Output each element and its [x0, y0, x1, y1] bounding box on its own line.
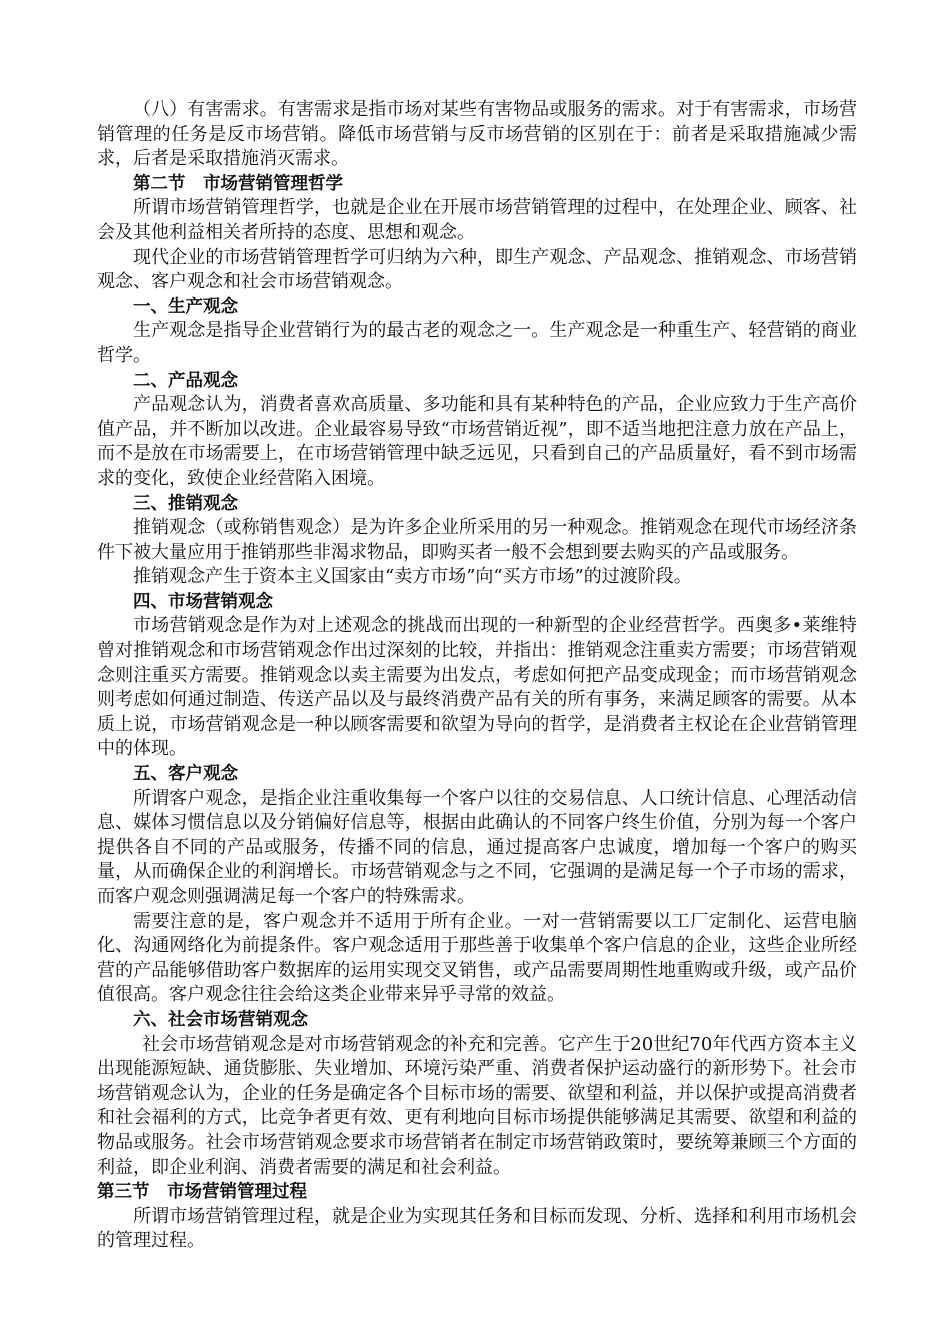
heading-marketing-concept: 四、市场营销观念: [133, 591, 273, 612]
heading-customer-concept: 五、客户观念: [133, 764, 238, 785]
paragraph-six-concepts: 现代企业的市场营销管理哲学可归纳为六种，即生产观念、产品观念、推销观念、市场营销观念、客户观念和社会市场营销观念。: [97, 246, 857, 293]
paragraph-selling-origin: 推销观念产生于资本主义国家由“卖方市场”向“买方市场”的过渡阶段。: [133, 566, 692, 588]
heading-selling-concept: 三、推销观念: [133, 493, 238, 514]
paragraph-production-concept: 生产观念是指导企业营销行为的最古老的观念之一。生产观念是一种重生产、轻营销的商业哲学。: [97, 320, 857, 366]
heading-societal-marketing-concept: 六、社会市场营销观念: [133, 1009, 308, 1030]
paragraph-customer-note: 需要注意的是，客户观念并不适用于所有企业。一对一营销需要以工厂定制化、运营电脑化、沟通网络化为前提条件。客户观念适用于那些善于收集单个客户信息的企业，这些企业所经营的产品能够借助客户数据库的运用实现交叉销售，或产品需要周期性地重购或升级，或产品价值很高。客户观念往往会给这类企业带来异乎寻常的效益。: [97, 910, 857, 1006]
paragraph-societal-marketing-concept: 社会市场营销观念是对市场营销观念的补充和完善。它产生于20世纪70年代西方资本主义出现能源短缺、通货膨胀、失业增加、环境污染严重、消费者保护运动盛行的新形势下。社会市场营销观念认为，企业的任务是确定各个目标市场的需要、欲望和利益，并以保护或提高消费者和社会福利的方式，比竞争者更有效、更有利地向目标市场提供能够满足其需要、欲望和利益的物品或服务。社会市场营销观念要求市场营销者在制定市场营销政策时，要统筹兼顾三个方面的利益，即企业利润、消费者需要的满足和社会利益。: [97, 1033, 857, 1178]
paragraph-harmful-demand: （八）有害需求。有害需求是指市场对某些有害物品或服务的需求。对于有害需求，市场营销管理的任务是反市场营销。降低市场营销与反市场营销的区别在于：前者是采取措施减少需求，后者是采取措施消灭需求。: [97, 99, 857, 170]
paragraph-philosophy-definition: 所谓市场营销管理哲学，也就是企业在开展市场营销管理的过程中，在处理企业、顾客、社会及其他利益相关者所持的态度、思想和观念。: [97, 197, 857, 243]
heading-production-concept: 一、生产观念: [133, 296, 238, 317]
document-body: [97, 98, 857, 1254]
section-2-heading: 第二节 市场营销管理哲学: [133, 173, 343, 194]
paragraph-marketing-concept: 市场营销观念是作为对上述观念的挑战而出现的一种新型的企业经营哲学。西奥多•莱维特曾对推销观念和市场营销观念作出过深刻的比较，并指出：推销观念注重卖方需要；市场营销观念则注重买方需要。推销观念以卖主需要为出发点，考虑如何把产品变成现金；而市场营销观念则考虑如何通过制造、传送产品以及与最终消费产品有关的所有事务，来满足顾客的需要。从本质上说，市场营销观念是一种以顾客需要和欲望为导向的哲学，是消费者主权论在企业营销管理中的体现。: [97, 615, 857, 760]
paragraph-management-process: 所谓市场营销管理过程，就是企业为实现其任务和目标而发现、分析、选择和利用市场机会的管理过程。: [97, 1205, 857, 1252]
paragraph-selling-concept: 推销观念（或称销售观念）是为许多企业所采用的另一种观念。推销观念在现代市场经济条件下被大量应用于推销那些非渴求物品，即购买者一般不会想到要去购买的产品或服务。: [97, 517, 857, 563]
section-3-heading: 第三节 市场营销管理过程: [97, 1182, 307, 1203]
paragraph-product-concept: 产品观念认为，消费者喜欢高质量、多功能和具有某种特色的产品，企业应致力于生产高价值产品，并不断加以改进。企业最容易导致“市场营销近视”，即不适当地把注意力放在产品上，而不是放在市场需要上，在市场营销管理中缺乏远见，只看到自己的产品质量好，看不到市场需求的变化，致使企业经营陷入困境。: [97, 394, 857, 489]
heading-product-concept: 二、产品观念: [133, 370, 238, 391]
paragraph-customer-concept: 所谓客户观念，是指企业注重收集每一个客户以往的交易信息、人口统计信息、心理活动信息、媒体习惯信息以及分销偏好信息等，根据由此确认的不同客户终生价值，分别为每一个客户提供各自不同的产品或服务，传播不同的信息，通过提高客户忠诚度，增加每一个客户的购买量，从而确保企业的利润增长。市场营销观念与之不同，它强调的是满足每一个子市场的需求，而客户观念则强调满足每一个客户的特殊需求。: [97, 787, 857, 907]
